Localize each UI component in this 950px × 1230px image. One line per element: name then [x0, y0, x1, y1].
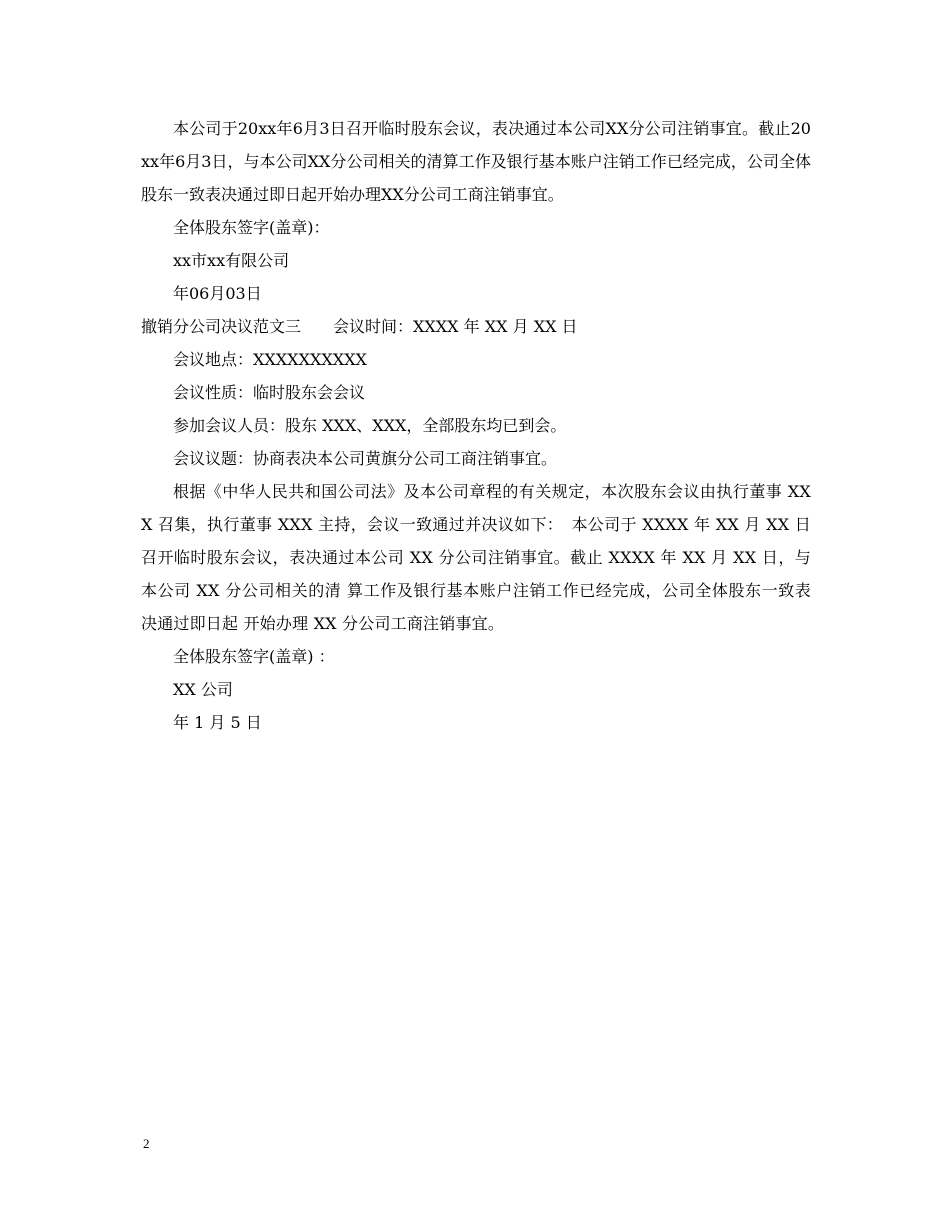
- page-number: 2: [143, 1136, 150, 1151]
- company-name-2: XX 公司: [173, 680, 233, 699]
- meeting-topic: 会议议题：协商表决本公司黄旗分公司工商注销事宜。: [173, 449, 558, 468]
- paragraph-resolution-text: 本公司于20xx年6月3日召开临时股东会议，表决通过本公司XX分公司注销事宜。截止20xx年6月3日，与本公司XX分公司相关的清算工作及银行基本账户注销工作已经完成，公司全体股东一致表决通过即日起开始办理XX分公司工商注销事宜。: [141, 119, 811, 204]
- meeting-location: 会议地点：XXXXXXXXXX: [173, 350, 367, 369]
- meeting-attendees: 参加会议人员：股东 XXX、XXX，全部股东均已到会。: [173, 416, 567, 435]
- document-body: [141, 112, 811, 739]
- section-heading-meeting-time: 撤销分公司决议范文三 会议时间：XXXX 年 XX 月 XX 日: [141, 317, 578, 336]
- shareholder-signature-label-2: 全体股东签字(盖章) ：: [173, 647, 335, 666]
- shareholder-signature-label: 全体股东签字(盖章)：: [173, 218, 330, 237]
- signature-date-2: 年 1 月 5 日: [173, 713, 262, 732]
- meeting-nature: 会议性质：临时股东会会议: [173, 383, 366, 402]
- signature-date: 年06月03日: [173, 284, 262, 303]
- paragraph-resolution-details: 根据《中华人民共和国公司法》及本公司章程的有关规定，本次股东会议由执行董事 XXX 召集，执行董事 XXX 主持，会议一致通过并决议如下： 本公司于 XXXX 年 XX 月 XX 日召开临时股东会议，表决通过本公司 XX 分公司注销事宜。截止 XXXX 年 XX 月 XX 日，与本公司 XX 分公司相关的清 算工作及银行基本账户注销工作已经完成，公司全体股东一致表决通过即日起 开始办理 XX 分公司工商注销事宜。: [141, 482, 811, 633]
- company-name: xx市xx有限公司: [173, 251, 290, 270]
